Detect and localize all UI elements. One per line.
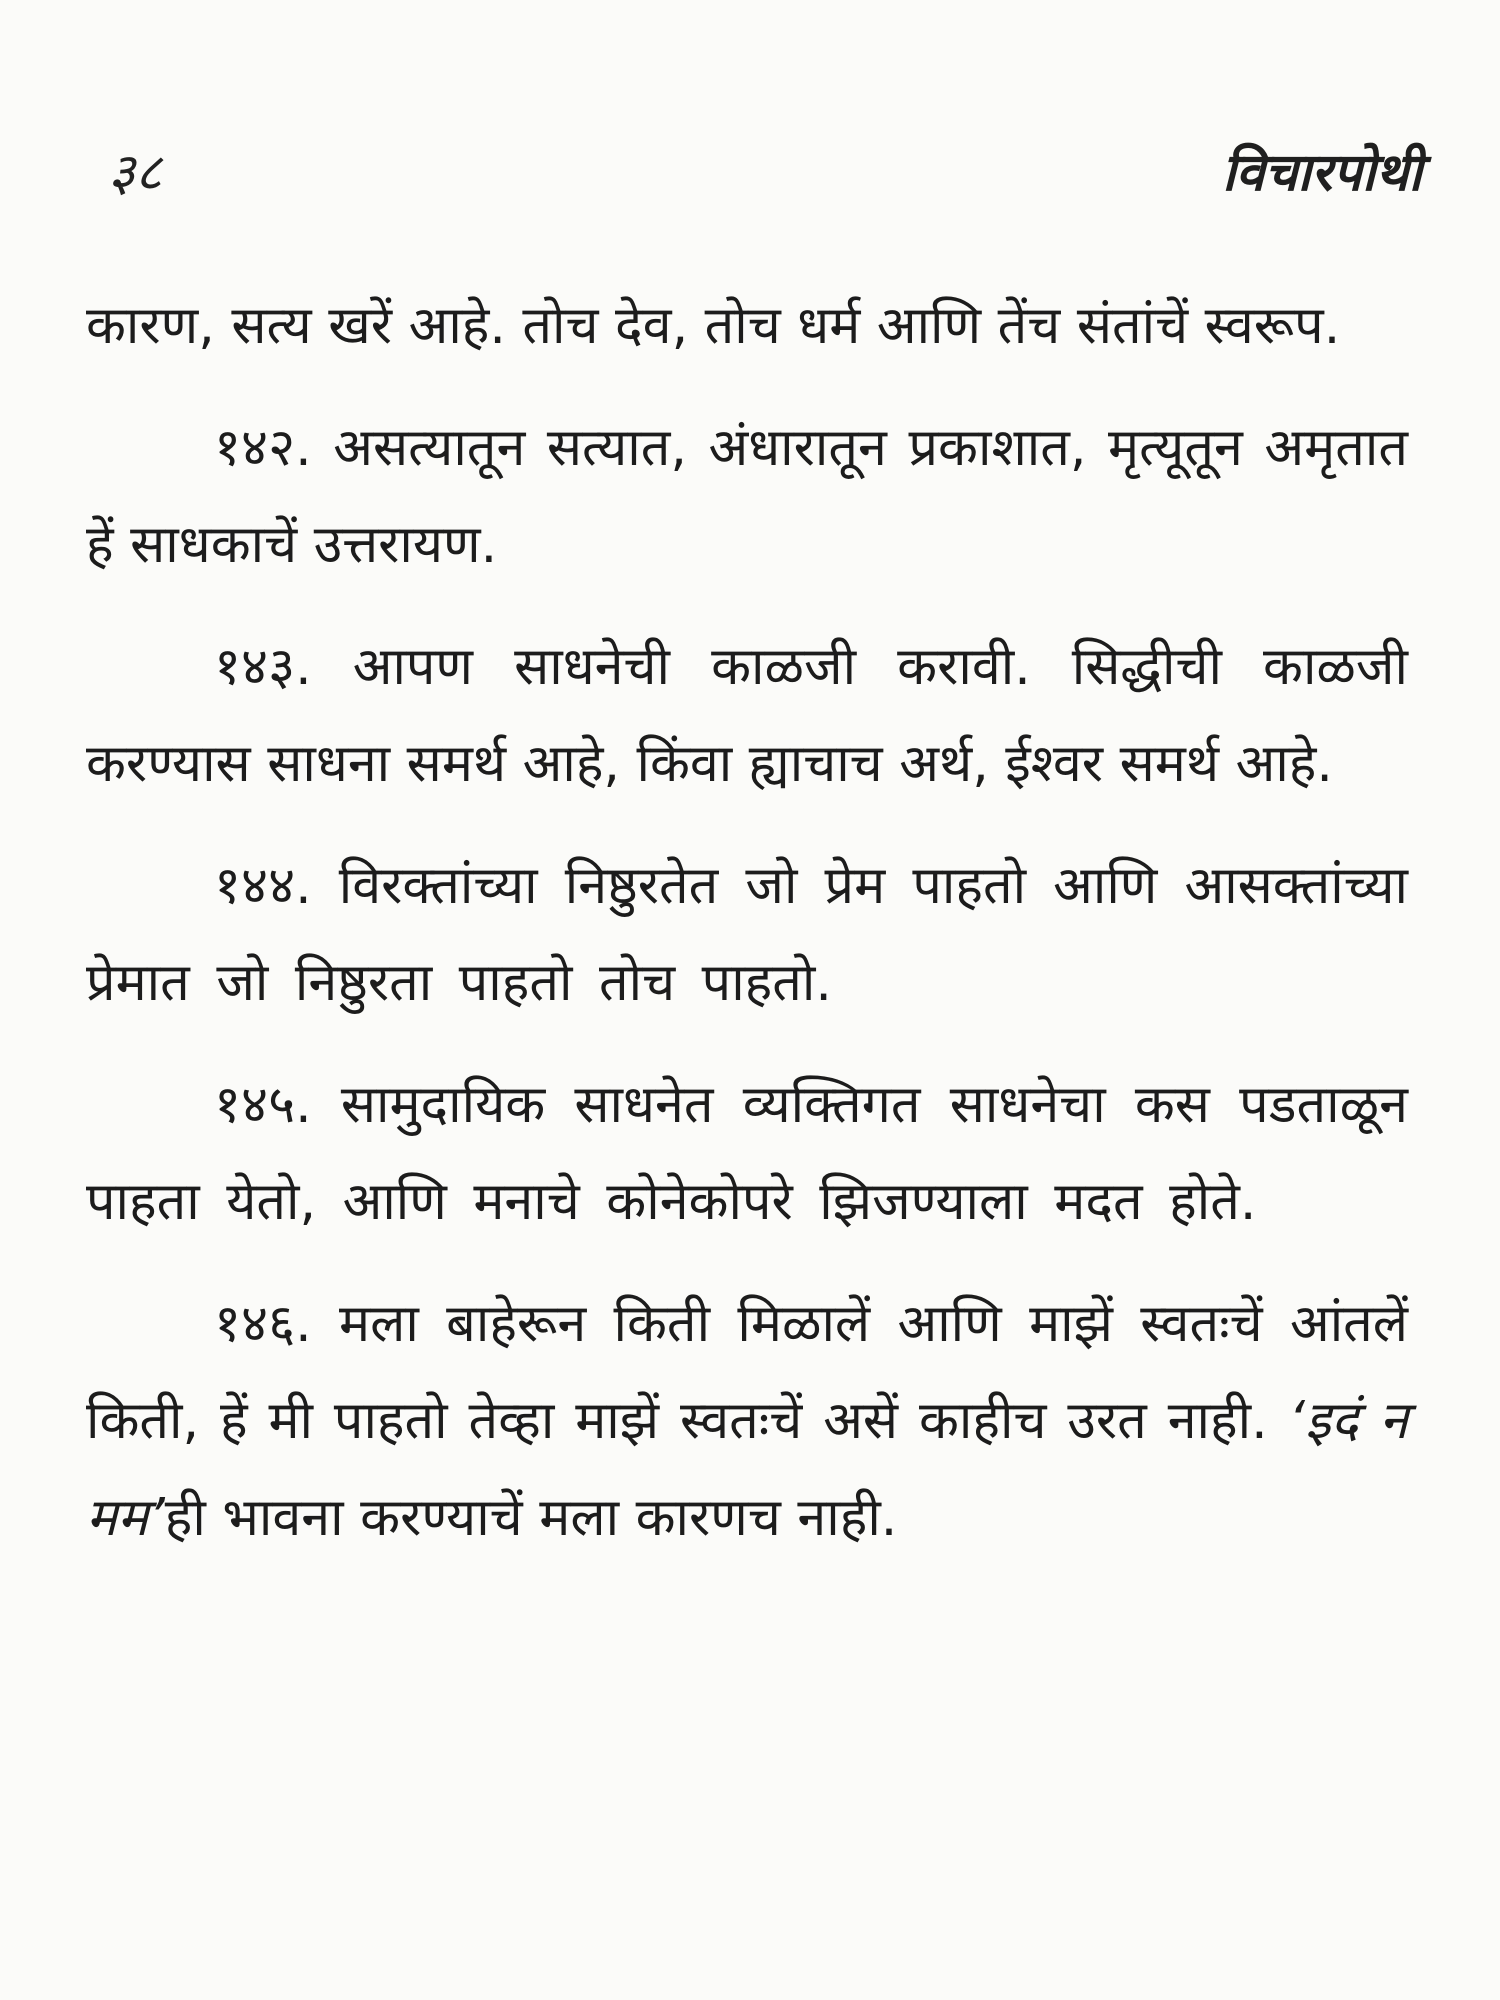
page-header [0,0,1500,260]
sanskrit-quote: ‘इदं न मम’ [86,1391,1408,1548]
paragraph-146 [86,1276,1408,1567]
page-body [86,278,1408,1592]
paragraph-continuation: कारण, सत्य खरें आहे. तोच देव, तोच धर्म आणि तेंच संतांचें स्वरूप. [86,296,1341,356]
running-title: विचारपोथी [1222,143,1422,203]
paragraph-144: १४४. विरक्तांच्या निष्ठुरतेत जो प्रेम पाहतो आणि आसक्तांच्या प्रेमात जो निष्ठुरता पाहतो तोच पाहतो. [86,856,1408,1013]
paragraph-146-text: १४६. मला बाहेरून किती मिळालें आणि माझें स्वतःचें आंतलें किती, हें मी पाहतो तेव्हा माझें स्वतःचें असें काहीच उरत नाही. [86,1294,1408,1451]
page-number: ३८ [108,143,163,203]
paragraph-143: १४३. आपण साधनेची काळजी करावी. सिद्धीची काळजी करण्यास साधना समर्थ आहे, किंवा ह्याचाच अर्थ, ईश्वर समर्थ आहे. [86,637,1408,794]
paragraph-142: १४२. असत्यातून सत्यात, अंधारातून प्रकाशात, मृत्यूतून अमृतात हें साधकाचें उत्तरायण. [86,418,1408,575]
paragraph-145: १४५. सामुदायिक साधनेत व्यक्तिगत साधनेचा कस पडताळून पाहता येतो, आणि मनाचे कोनेकोपरे झिजण्याला मदत होते. [86,1075,1408,1232]
paragraph-146-ending: ही भावना करण्याचें मला कारणच नाही. [164,1488,898,1548]
